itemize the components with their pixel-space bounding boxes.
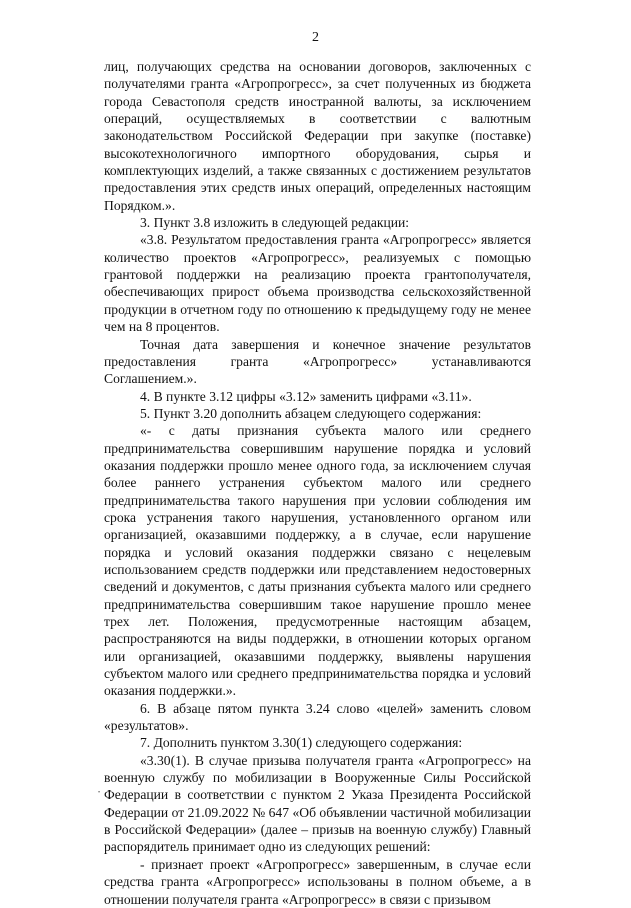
- paragraph: «3.8. Результатом предоставления гранта «Агропрогресс» является количество проектов «Агропрогресс», реализуемых с помощью грантовой поддержки на реализацию проекта грантополучателя, обеспечивающих прирост объема производства сельскохозяйственной продукции в отчетном году по отношению к предыдущему году не менее чем на 8 процентов.: [104, 232, 531, 335]
- paragraph: 3. Пункт 3.8 изложить в следующей редакции:: [140, 215, 410, 231]
- paragraph: Точная дата завершения и конечное значение результатов предоставления гранта «Агропрогресс» устанавливаются Соглашением.».: [104, 336, 531, 387]
- paragraph: лиц, получающих средства на основании договоров, заключенных с получателями гранта «Агропрогресс», за счет полученных из бюджета города Севастополя средств иностранной валюты, за исключением операций, осуществляемых в соответствии с валютным законодательством Российской Федерации при закупке (поставке) высокотехнологичного импортного оборудования, сырья и комплектующих изделий, а также связанных с достижением результатов предоставления этих средств иных операций, определенных настоящим Порядком.».: [104, 59, 531, 213]
- paragraph: «- с даты признания субъекта малого или среднего предпринимательства совершившим нарушение порядка и условий оказания поддержки прошло менее одного года, за исключением случая более раннего устранения субъектом малого или среднего предпринимательства такого нарушения при условии соблюдения им срока устранения такого нарушения, установленного органом или организацией, оказавшими поддержку, а в случае, если нарушение порядка и условий оказания поддержки связано с нецелевым использованием средств поддержки или представлением недостоверных сведений и документов, с даты признания субъекта малого или среднего предпринимательства совершившим такое нарушение прошло менее трех лет. Положения, предусмотренные настоящим абзацем, распространяются на виды поддержки, в отношении которых органом или организацией, оказавшими поддержку, выявлены нарушения субъектом малого или среднего предпринимательства порядка и условий оказания поддержки.».: [104, 423, 531, 699]
- paragraph: 4. В пункте 3.12 цифры «3.12» заменить цифрами «3.11».: [140, 388, 472, 404]
- margin-mark: •: [98, 790, 101, 796]
- paragraph: - признает проект «Агропрогресс» завершенным, в случае если средства гранта «Агропрогресс» использованы в полном объеме, а в отношении получателя гранта «Агропрогресс» в связи с призывом: [104, 856, 531, 907]
- page-number: 2: [312, 30, 319, 45]
- document-body: [104, 58, 531, 908]
- paragraph: «3.30(1). В случае призыва получателя гранта «Агропрогресс» на военную службу по мобилизации в Вооруженные Силы Российской Федерации в соответствии с пунктом 2 Указа Президента Российской Федерации от 21.09.2022 № 647 «Об объявлении частичной мобилизации в Российской Федерации» (далее – призыв на военную службу) Главный распорядитель принимает одно из следующих решений:: [104, 752, 531, 855]
- paragraph: 5. Пункт 3.20 дополнить абзацем следующего содержания:: [140, 405, 482, 421]
- paragraph: 6. В абзаце пятом пункта 3.24 слово «целей» заменить словом «результатов».: [104, 700, 531, 734]
- paragraph: 7. Дополнить пунктом 3.30(1) следующего содержания:: [140, 735, 463, 751]
